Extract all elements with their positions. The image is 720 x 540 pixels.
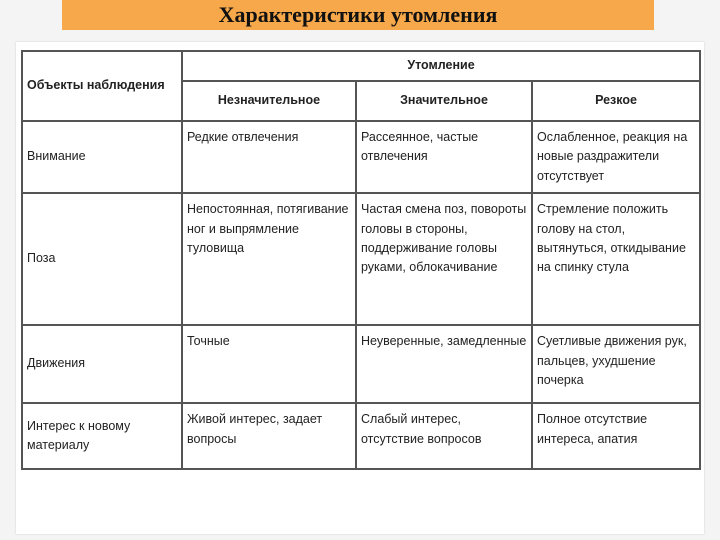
page-title: Характеристики утомления xyxy=(218,2,498,27)
header-objects: Объекты наблюдения xyxy=(22,51,182,121)
table-cell: Полное отсутствие интереса, апатия xyxy=(532,403,700,469)
table-cell: Непостоянная, потягивание ног и выпрямление туловища xyxy=(182,193,356,325)
table-cell: Суетливые движения рук, пальцев, ухудшение почерка xyxy=(532,325,700,403)
table-cell: Рассеянное, частые отвлечения xyxy=(356,121,532,193)
table-cell: Редкие отвлечения xyxy=(182,121,356,193)
row-object: Интерес к новому материалу xyxy=(22,403,182,469)
header-level-minor: Незначительное xyxy=(182,81,356,121)
table-cell: Неуверенные, замедленные xyxy=(356,325,532,403)
document-image xyxy=(16,42,704,534)
table-row xyxy=(22,325,700,403)
header-level-severe: Резкое xyxy=(532,81,700,121)
table-cell: Слабый интерес, отсутствие вопросов xyxy=(356,403,532,469)
table-cell: Точные xyxy=(182,325,356,403)
fatigue-table xyxy=(21,50,701,470)
header-fatigue: Утомление xyxy=(182,51,700,81)
table-row xyxy=(22,121,700,193)
table-cell: Частая смена поз, повороты головы в стороны, поддерживание головы руками, облокачивание xyxy=(356,193,532,325)
header-row-group xyxy=(22,51,700,81)
row-object: Движения xyxy=(22,325,182,403)
header-level-significant: Значительное xyxy=(356,81,532,121)
table-row xyxy=(22,193,700,325)
row-object: Поза xyxy=(22,193,182,325)
table-cell: Живой интерес, задает вопросы xyxy=(182,403,356,469)
table-cell: Ослабленное, реакция на новые раздражители отсутствует xyxy=(532,121,700,193)
table-row xyxy=(22,403,700,469)
row-object: Внимание xyxy=(22,121,182,193)
table-cell: Стремление положить голову на стол, вытянуться, откидывание на спинку стула xyxy=(532,193,700,325)
